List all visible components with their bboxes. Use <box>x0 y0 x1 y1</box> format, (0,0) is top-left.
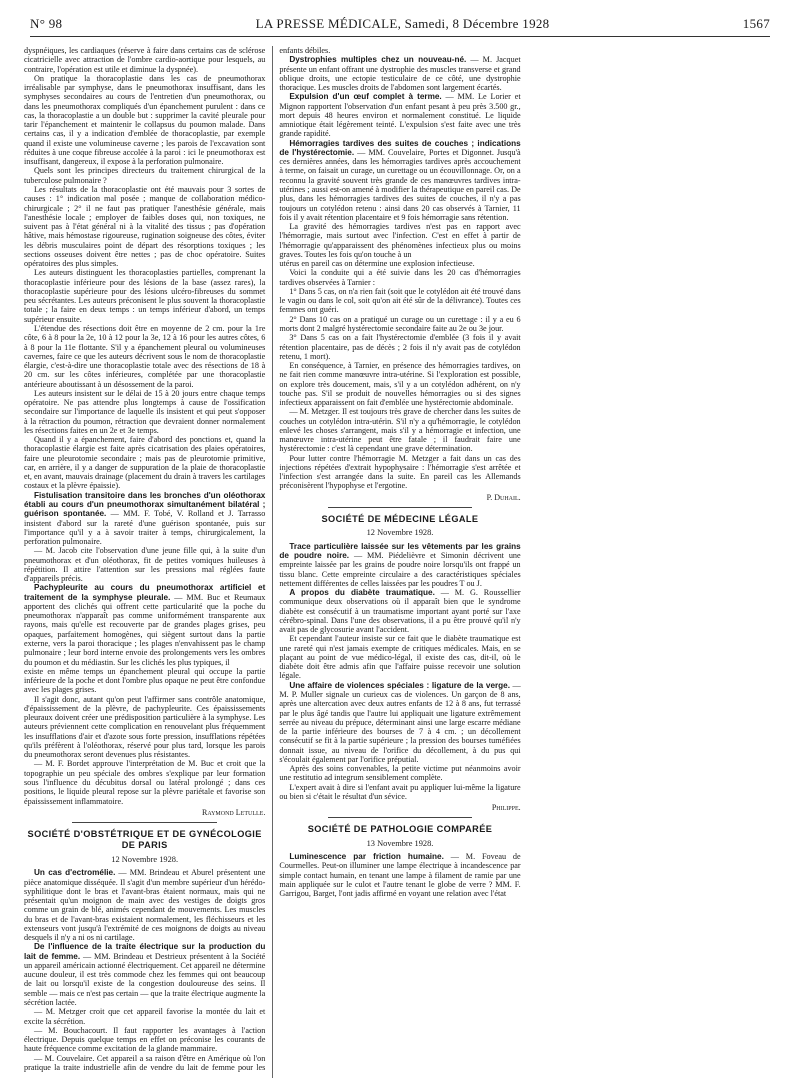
paragraph: 2° Dans 10 cas on a pratiqué un curage ou un curettage : il y a eu 6 morts dont 2 malgré hystérectomie secondaire faite au 2e ou 3e jour. <box>279 314 521 333</box>
item-title: Trace particulière laissée sur les vêtements par les grains de poudre noire. <box>279 541 521 561</box>
paragraph <box>279 92 520 138</box>
paragraph: Quand il y a épanchement, faire d'abord des ponctions et, quand la thoracoplastie élargie est faite après cicatrisation des plaies opératoires, faire une pleurotomie secondaire ; mais pas de pleurotomie primitive, car, en arrière, il y a danger de suppuration de la plaie de thoracoplastie et, en avant, mauvais drainage (placement du drain à travers les cartilages costaux et la plèvre épaissie). <box>24 435 266 491</box>
paragraph <box>279 55 520 92</box>
item-body: — M. P. Muller signale un curieux cas de violences. Un garçon de 8 ans, après une altercation avec deux autres enfants de 12 à 8 ans, fut terrassé par le plus âgé tandis que l'autre lui appliquait une ligature extrêmement serrée au niveau du prépuce, déterminant ainsi une large escarre médiane de la partie inférieure des bourses de 7 à 4 cm. ; un décollement consécutif se fit à la partie supérieure ; la pression des bourses tuméfiées donnait issue, au niveau de l'orifice du décollement, à du pus qui s'écoulait également par l'orifice préputial. <box>279 680 521 764</box>
paragraph: utérus en pareil cas on détermine une explosion infectieuse. <box>279 259 475 269</box>
paragraph: Les auteurs insistent sur le délai de 15 à 20 jours entre chaque temps opératoire. Ne pas attendre plus longtemps à cause de l'ossification secondaire sur l'importance de laquelle ils insistent et qui peut s'opposer à la rétraction du poumon, rétraction que devraient donner normalement les résections faites en un 2e et 3e temps. <box>24 388 266 435</box>
section-divider <box>72 822 217 823</box>
paragraph: — M. Metzger. Il est toujours très grave de chercher dans les suites de couches un cotylédon intra-utérin. S'il n'y a qu'hémorragie, le cotylédon enlevé les choses s'arrangent, mais s'il y a hémorragie et infection, une manœuvre intra-utérine peut être fatale ; il faudrait faire une hystérectomie : c'est là cependant une grave détermination. <box>279 407 521 454</box>
item-title: De l'influence de la traite électrique sur la production du lait de femme. <box>24 942 266 961</box>
paragraph <box>24 583 265 666</box>
paragraph: La gravité des hémorragies tardives n'est pas en rapport avec l'hémorragie, mais surtout avec l'infection. C'est en effet à partir de l'hémorragie qu'apparaissent des phénomènes infectieux plus ou moins graves. Toutes les fois qu'on touche à un <box>279 222 521 259</box>
item-title: Hémorragies tardives des suites de couches ; indications de l'hystérectomie. <box>279 138 521 157</box>
item-title: Dystrophies multiples chez un nouveau-né. <box>289 55 467 65</box>
section-heading: SOCIÉTÉ D'OBSTÉTRIQUE ET DE GYNÉCOLOGIE DE PARIS <box>27 828 262 851</box>
paragraph: existe en même temps un épanchement pleural qui occupe la partie inférieure de la poche et dont l'ombre plus opaque ne peut être confondue avec les plages grises. <box>24 666 266 695</box>
paragraph: Les auteurs distinguent les thoracoplasties partielles, comprenant la thoracoplastie inférieure pour des lésions de la base (assez rares), la thoracoplastie supérieure pour des lésions ulcéro-fibreuses du sommet peu sécrétantes. Les auteurs préconisent le plus souvent la thoracoplastie totale ; la faire en deux temps : un temps inférieur d'abord, un temps supérieur ensuite. <box>24 268 266 324</box>
item-body: — MM. Le Lorier et Mignon rapportent l'observation d'un enfant pesant à peu près 3.500 gr., mort depuis 48 heures environ et normalement constitué. Le liquide amniotique était légèrement teinté. L'expulsion s'est faite avec une très grande rapidité. <box>279 92 521 139</box>
section-heading: SOCIÉTÉ DE MÉDECINE LÉGALE <box>321 513 479 524</box>
item-title: A propos du diabète traumatique. <box>289 588 435 598</box>
item-body: — M. Foveau de Courmelles. Peut-on illuminer une lampe électrique à incandescence par simple contact humain, en tenant une lampe à filament de ramie par une main appliquée sur le culot et l'autre tenant le globe de verre ? MM. F. Garrigou, Barget, l'ont jadis affirmé en voyant une relation avec l'état <box>279 852 521 899</box>
paragraph <box>279 542 520 588</box>
paragraph: 1° Dans 5 cas, on n'a rien fait (soit que le cotylédon ait été trouvé dans le vagin ou dans le col, soit qu'on ait été sûr de la délivrance). Toutes ces femmes ont guéri. <box>279 286 521 315</box>
header-rule <box>30 36 770 37</box>
journal-title: LA PRESSE MÉDICALE, Samedi, 8 Décembre 1928 <box>255 16 550 31</box>
item-title: Expulsion d'un œuf complet à terme. <box>289 92 442 102</box>
session-date: 13 Novembre 1928. <box>366 838 434 848</box>
paragraph: L'étendue des résections doit être en moyenne de 2 cm. pour la 1re côte, 6 à 8 pour la 2e, 10 à 12 pour la 3e, 12 à 16 pour les autres côtes, 6 à 8 pour la 11e flottante. S'il y a épanchement pleural ou volumineuses cavernes, faire ce que les auteurs décrivent sous le nom de thoracoplastie élargie, c'est-à-dire une thoracoplastie totale avec des résections de 18 à 20 cm. sur les côtes inférieures, complétée par une thoracoplastie antérieure aboutissant à un désossement de la paroi. <box>24 323 266 389</box>
paragraph: Et cependant l'auteur insiste sur ce fait que le diabète traumatique est une rareté qui n'est jamais exempte de critiques médicales. Mais, en se plaçant au point de vue médico-légal, il existe des cas, dit-il, où le diabète doit être admis afin que l'affaire puisse recevoir une solution légale. <box>279 634 521 681</box>
item-body: — M. G. Roussellier communique deux observations où il apparaît bien que le syndrome diabète est consécutif à un traumatisme important ayant porté sur l'axe cérébro-spinal. Dans l'une des observations, il a pu être prouvé qu'il n'y avait pas de glycosurie avant l'accident. <box>279 588 521 635</box>
paragraph: — M. Jacob cite l'observation d'une jeune fille qui, à la suite d'un pneumothorax et d'un oléothorax, fit de petites vomiques huileuses à répétition. Il attire l'attention sur les pressions mal réglées faute d'appareils précis. <box>24 546 266 584</box>
paragraph <box>279 852 520 898</box>
paragraph: L'expert avait à dire si l'enfant avait pu appliquer lui-même la ligature ou bien si c'était le résultat d'un sévice. <box>279 782 521 801</box>
paragraph: — M. Couvelaire. Cet appareil a sa raison d'être en Amérique où l'on pratique la traite industrielle afin de vendre du lait de femme pour les enfants débiles. <box>24 46 331 1072</box>
author-signature: Philippe. <box>491 803 521 813</box>
page-header <box>30 16 770 36</box>
paragraph: Les résultats de la thoracoplastie ont été mauvais pour 3 sortes de causes : 1° indication mal posée ; manque de collaboration médico-chirurgicale ; 2° il ne faut pas pratiquer l'anesthésie générale, mais l'anesthésie locale ; employer de faibles doses qui, non toxiques, ne suivent pas à l'état général ni à la vitalité des tissus ; pas d'opération hâtive, mais hémostase rigoureuse, rugination soigneuse des côtes, éviter les débris musculaires point de départ des résorptions toxiques ; les sections osseuses doivent être nettes ; pas de choc opératoire. Suites opératoires des plus simples. <box>24 184 266 269</box>
item-body: — M. Jacquet présente un enfant offrant une dystrophie des muscles transverse et grand oblique droits, une ectopie testiculaire de ce côté, une dystrophie thoracique. Les muscles droits de l'abdomen sont largement écartés. <box>279 55 521 93</box>
paragraph: Après des soins convenables, la petite victime put néanmoins avoir une restitutio ad integrum sensiblement complète. <box>279 764 521 783</box>
paragraph: On pratique la thoracoplastie dans les cas de pneumothorax irréalisable par symphyse, dans le pneumothorax insuffisant, dans les symphyses secondaires au cours de l'entretien d'un pneumothorax, ou dans les pneumothorax compliqués d'un épanchement purulent : dans ce cas, la thoracoplastie a un double but : supprimer la cavité pleurale pour tarir l'épanchement et maintenir le collapsus du poumon malade. Dans certains cas, il y a indication d'emblée de thoracoplastie, par exemple quand il existe une volumineuse caverne ; les parois de l'excavation sont réduites à une coque fibreuse accolée à la paroi : ici le pneumothorax est insuffisant, dangereux, il expose à la perforation pulmonaire. <box>24 73 266 167</box>
section-divider <box>328 507 473 508</box>
paragraph: En conséquence, à Tarnier, en présence des hémorragies tardives, on ne fait rien comme manœuvre intra-utérine. Si l'exploration est possible, on explore très doucement, mais, s'il y a un cotylédon adhérent, on n'y touche pas. S'il se produit de nouvelles hémorragies ou si des signes infectieux apparaissent on fait d'emblée une hystérectomie abdominale. <box>279 361 521 408</box>
paragraph: Pour lutter contre l'hémorragie M. Metzger a fait dans un cas des injections répétées d'extrait hypophysaire : l'hémorragie s'est arrêtée et l'infection s'est arrangée dans la suite. En pareil cas les Allemands préconisèrent l'hypophyse et l'ergotine. <box>279 453 521 491</box>
author-signature: P. Duhail. <box>486 492 521 502</box>
page-number: 1567 <box>742 16 770 31</box>
item-body: — MM. F. Tobé, V. Rolland et J. Tarrasso insistent d'abord sur la rareté d'une guérison spontanée, puis sur l'importance qu'il y a à savoir traiter à temps, chirurgicalement, la perforation pulmonaire. <box>24 509 266 547</box>
item-body: — MM. Buc et Reumaux apportent des clichés qui offrent cette particularité que la poche du pneumothorax n'apparaît pas comme uniformément transparente aux rayons, mais qu'elle est recouverte par de grandes plages grises, peu opaques, parfaitement homogènes, qui siègent surtout dans la partie externe, vers la paroi thoracique ; les plages n'envahissent pas le champ pulmonaire ; leur bord interne envoie des prolongements vers les ombres du poumon et du médiastin. Sur les clichés les plus typiques, il <box>24 592 266 667</box>
item-body: — MM. Piédelièvre et Simonin décrivent une empreinte laissée par les grains de poudre noire lorsqu'ils ont frappé un tissu blanc. Cette empreinte circulaire a des caractéristiques spéciales nettement différentes de celles laissées par les poudres T ou J. <box>279 551 521 588</box>
session-date: 12 Novembre 1928. <box>366 528 434 538</box>
item-body: — MM. Brindeau et Aburel présentent une pièce anatomique disséquée. Il s'agit d'un membre supérieur d'un hérédo-syphilitique dont le bras et l'avant-bras étaient normaux, mais qui ne présentait qu'un moignon de main avec des vestiges de doigts gros comme un grain de blé, animés cependant de mouvements. Les muscles du bras et de l'avant-bras existaient normalement, les fléchisseurs et les extenseurs vont jusqu'à l'extrémité de ces moignons de doigts au niveau desquels il n'y a ni os ni cartilage. <box>24 868 266 943</box>
paragraph <box>24 491 265 547</box>
paragraph: Voici la conduite qui a été suivie dans les 20 cas d'hémorragies tardives observées à Tarnier : <box>279 268 521 287</box>
paragraph <box>279 681 520 764</box>
item-title: Fistulisation transitoire dans les bronches d'un oléothorax établi au cours d'un pneumothorax simultanément bilatéral ; guérison spontanée. <box>24 490 266 519</box>
paragraph <box>279 588 520 634</box>
paragraph <box>24 942 265 1007</box>
paragraph: — M. Bouchacourt. Il faut rapporter les avantages à l'action électrique. Depuis quelque temps en effet on préconise les courants de haute fréquence comme excitation de la glande mammaire. <box>24 1025 266 1054</box>
paragraph: — M. F. Bordet approuve l'interprétation de M. Buc et croit que la topographie un peu spéciale des ombres s'explique par leur formation sous l'influence du décubitus dorsal ou latéral prolongé ; dans ces positions, le liquide pleural repose sur la plèvre pariétale et favorise son épaississement inflammatoire. <box>24 759 266 806</box>
paragraph: dyspnéiques, les cardiaques (réserve à faire dans certains cas de sclérose cicatricielle avec attraction de l'ombre cardio-aortique pour lesquels, au contraire, l'opération est utile et diminue la dyspnée). <box>24 46 266 74</box>
section-divider <box>328 817 473 818</box>
issue-number: N° 98 <box>30 16 63 31</box>
item-title: Luminescence par friction humaine. <box>289 852 444 862</box>
item-title: Une affaire de violences spéciales : ligature de la verge. <box>289 680 511 690</box>
session-date: 12 Novembre 1928. <box>111 854 179 864</box>
paragraph: Quels sont les principes directeurs du traitement chirurgical de la tuberculose pulmonaire ? <box>24 166 266 185</box>
section-heading: SOCIÉTÉ DE PATHOLOGIE COMPARÉE <box>307 824 493 835</box>
paragraph: 3° Dans 5 cas on a fait l'hystérectomie d'emblée (3 fois il y avait rétention placentaire, pas de décès ; 2 fois il n'y avait pas de cotylédon retenu, 1 mort). <box>279 333 521 361</box>
item-title: Un cas d'ectromélie. <box>34 868 116 878</box>
paragraph <box>24 868 265 942</box>
item-body: — MM. Couvelaire, Portes et Digonnet. Jusqu'à ces dernières années, dans les hémorragies tardives après accouchement à terme, on faisait un curage, un curettage ou un écouvillonnage. Or, on a reconnu la gravité souvent très grande de ces manœuvres tardives intra-utérines ; aussi est-on amené à modifier la thérapeutique en pareil cas. De plus, dans les hémorragies tardives des suites de couches, il n'y a pas toujours un cotylédon retenu : ainsi dans 20 cas observés à Tarnier, 11 fois il y avait rétention placentaire et 9 fois hémorragie sans rétention. <box>279 147 521 222</box>
paragraph: Il s'agit donc, autant qu'on peut l'affirmer sans contrôle anatomique, d'épaississement de la plèvre, de pachypleurite. Ces épaississements pleuraux doivent créer une prédisposition particulière à la symphyse. Les auteurs préviennent cette complication en renouvelant plus fréquemment les insufflations d'air et d'azote sous forte pression, insufflations répétées qu'ils préfèrent à l'oléothorax, réservé pour plus tard, lorsque les parois du pneumothorax seront devenues plus résistantes. <box>24 694 266 760</box>
article-columns <box>24 46 776 1078</box>
paragraph <box>279 139 520 222</box>
item-title: Pachypleurite au cours du pneumothorax artificiel et traitement de la symphyse pleurale. <box>24 583 266 602</box>
author-signature: Raymond Letulle. <box>201 807 266 817</box>
paragraph: — M. Metzger croit que cet appareil favorise la montée du lait et excite la sécrétion. <box>24 1007 266 1026</box>
item-body: — MM. Brindeau et Destrieux présentent à la Société un appareil américain actionné électriquement. Cet appareil ne détermine aucune douleur, il est très commode chez les femmes qui ont beaucoup de lait ou lorsqu'il existe de la congestion douloureuse des seins. Il semble — mais ce n'est pas certain — que la traite électrique augmente la sécrétion lactée. <box>24 951 266 1008</box>
